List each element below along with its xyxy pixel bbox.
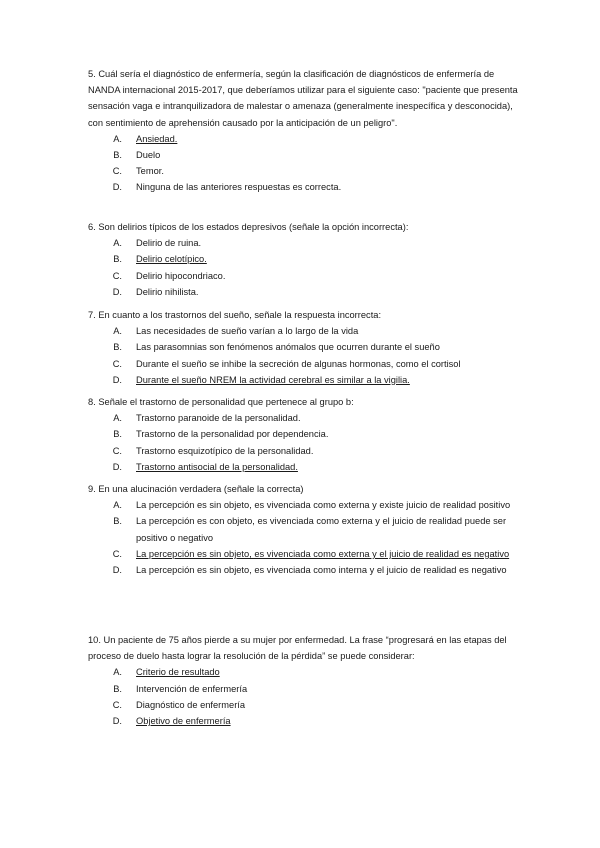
question-6 [88,219,520,300]
question-stem: 5. Cuál sería el diagnóstico de enfermería, según la clasificación de diagnósticos de enfermería de NANDA internacional 2015-2017, que deberíamos utilizar para el siguiente caso: "paciente que presenta sensación vaga e intranquilizadora de malestar o amenaza (generalmente inespecífica y desconocida), con sentimiento de aprehensión causado por la anticipación de un peligro". [88,69,518,128]
option-d [88,713,520,729]
question-stem: 8. Señale el trastorno de personalidad que pertenece al grupo b: [88,397,354,407]
option-text: Trastorno de la personalidad por dependencia. [136,429,329,440]
option-text: Las necesidades de sueño varían a lo largo de la vida [136,326,359,337]
option-letter: C. [112,699,122,710]
option-letter: A. [113,133,122,144]
option-letter: B. [113,516,122,527]
option-letter: D. [112,286,122,297]
option-letter: D. [112,461,122,472]
option-a [88,410,520,426]
option-a [88,235,520,251]
option-text: Delirio celotípico. [136,254,207,265]
option-letter: D. [112,716,122,727]
option-text: Trastorno antisocial de la personalidad. [136,461,298,472]
options-list [88,235,520,300]
option-text: Trastorno paranoide de la personalidad. [136,413,301,424]
option-text: Trastorno esquizotípico de la personalidad. [136,445,314,456]
option-text: La percepción es con objeto, es vivenciada como externa y el juicio de realidad puede ser positivo o negativo [136,516,507,543]
question-stem: 9. En una alucinación verdadera (señale la correcta) [88,484,304,494]
option-letter: D. [112,565,122,576]
option-a [88,664,520,680]
option-c [88,697,520,713]
question-9 [88,481,520,578]
option-text: Delirio nihilista. [136,286,199,297]
option-text: La percepción es sin objeto, es vivenciada como externa y existe juicio de realidad positivo [136,500,511,511]
option-b [88,513,520,545]
option-b [88,251,520,267]
option-letter: C. [112,548,122,559]
option-b [88,147,520,163]
option-letter: A. [113,500,122,511]
option-text: Ninguna de las anteriores respuestas es correcta. [136,182,342,193]
options-list [88,497,520,578]
question-8 [88,394,520,475]
options-list [88,664,520,729]
option-text: Ansiedad. [136,133,178,144]
option-letter: D. [112,374,122,385]
option-d [88,562,520,578]
question-7 [88,307,520,388]
option-c [88,163,520,179]
option-letter: A. [113,667,122,678]
option-d [88,459,520,475]
option-letter: B. [113,342,122,353]
question-stem: 10. Un paciente de 75 años pierde a su mujer por enfermedad. La frase “progresará en las etapas del proceso de duelo hasta lograr la resolución de la pérdida” se puede considerar: [88,635,507,662]
option-letter: A. [113,413,122,424]
option-text: Objetivo de enfermería [136,716,231,727]
option-text: Temor. [136,166,164,177]
option-text: Las parasomnias son fenómenos anómalos que ocurren durante el sueño [136,342,440,353]
options-list [88,131,520,196]
option-letter: C. [112,358,122,369]
option-letter: D. [112,182,122,193]
option-text: Intervención de enfermería [136,683,248,694]
option-d [88,284,520,300]
option-c [88,443,520,459]
option-b [88,339,520,355]
option-a [88,497,520,513]
option-letter: A. [113,238,122,249]
question-stem: 6. Son delirios típicos de los estados depresivos (señale la opción incorrecta): [88,222,409,232]
options-list [88,323,520,388]
option-text: La percepción es sin objeto, es vivenciada como externa y el juicio de realidad es negativo [136,548,510,559]
option-text: Criterio de resultado [136,667,220,678]
option-letter: B. [113,683,122,694]
option-a [88,323,520,339]
option-c [88,356,520,372]
option-d [88,372,520,388]
option-letter: A. [113,326,122,337]
option-b [88,426,520,442]
option-letter: C. [112,166,122,177]
option-text: Diagnóstico de enfermería [136,699,246,710]
option-letter: C. [112,270,122,281]
question-5 [88,66,520,196]
option-d [88,179,520,195]
question-stem: 7. En cuanto a los trastornos del sueño, señale la respuesta incorrecta: [88,310,382,320]
option-letter: B. [113,150,122,161]
question-10 [88,632,520,729]
option-b [88,681,520,697]
option-text: Durante el sueño se inhibe la secreción de algunas hormonas, como el cortisol [136,358,461,369]
option-letter: B. [113,429,122,440]
option-c [88,546,520,562]
option-text: Delirio de ruina. [136,238,202,249]
option-text: Durante el sueño NREM la actividad cerebral es similar a la vigilia. [136,374,410,385]
option-letter: C. [112,445,122,456]
option-letter: B. [113,254,122,265]
option-text: Delirio hipocondriaco. [136,270,226,281]
option-text: Duelo [136,150,161,161]
option-c [88,268,520,284]
options-list [88,410,520,475]
option-a [88,131,520,147]
option-text: La percepción es sin objeto, es vivenciada como interna y el juicio de realidad es negativo [136,565,507,576]
